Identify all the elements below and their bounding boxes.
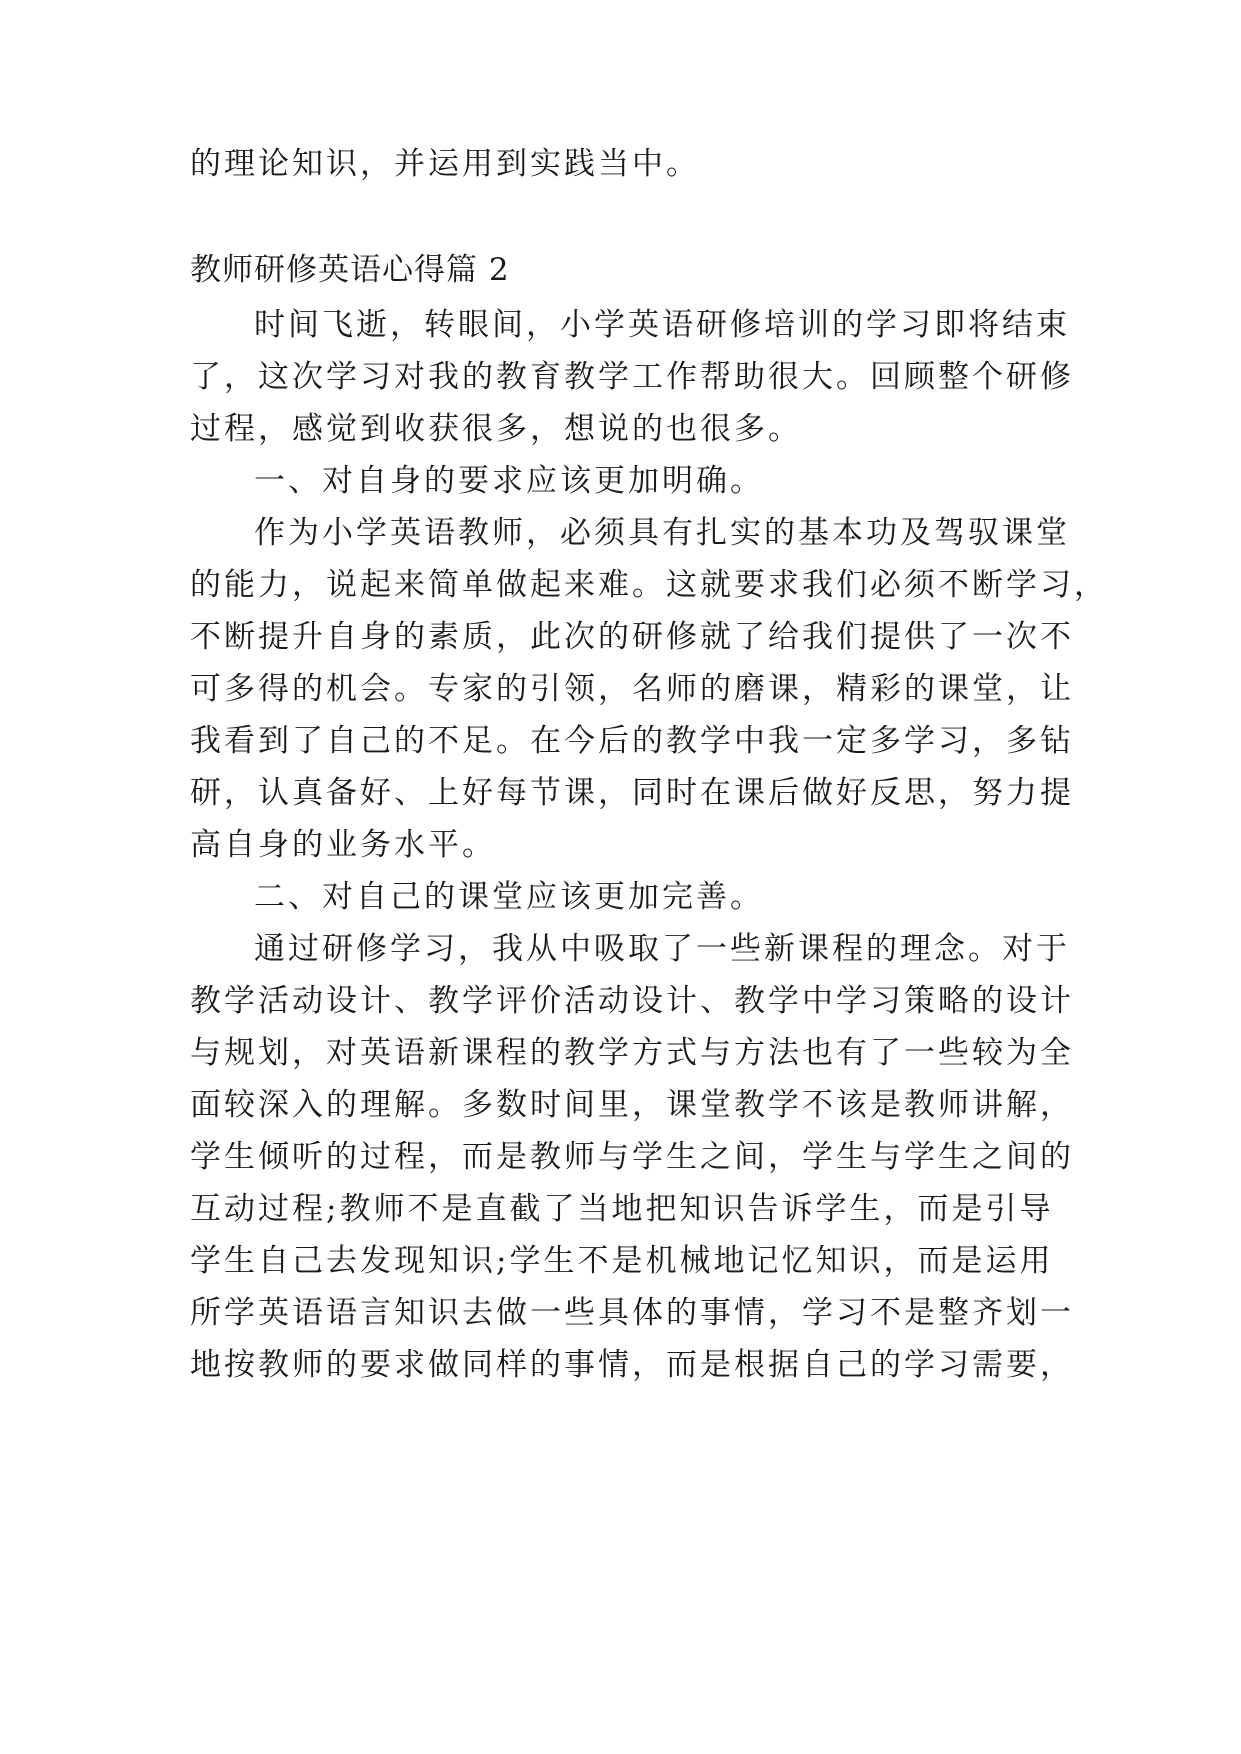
paragraph-line: 的能力，说起来简单做起来难。这就要求我们必须不断学习，	[190, 567, 1108, 603]
paragraph-line: 作为小学英语教师，必须具有扎实的基本功及驾驭课堂	[254, 515, 1070, 551]
paragraph-line: 通过研修学习，我从中吸取了一些新课程的理念。对于	[254, 931, 1070, 967]
paragraph-line: 的理论知识，并运用到实践当中。	[190, 146, 700, 182]
paragraph-line: 不断提升自身的素质，此次的研修就了给我们提供了一次不	[190, 619, 1074, 655]
subheading-line: 一、对自身的要求应该更加明确。	[254, 463, 764, 499]
paragraph-line: 研，认真备好、上好每节课，同时在课后做好反思，努力提	[190, 775, 1074, 811]
paragraph-line: 地按教师的要求做同样的事情，而是根据自己的学习需要，	[190, 1347, 1074, 1383]
paragraph-line: 过程，感觉到收获很多，想说的也很多。	[190, 411, 802, 447]
section-heading: 教师研修英语心得篇 2	[190, 252, 510, 288]
paragraph-line: 时间飞逝，转眼间，小学英语研修培训的学习即将结束	[254, 307, 1070, 343]
paragraph-line: 学生自己去发现知识;学生不是机械地记忆知识，而是运用	[190, 1243, 1054, 1279]
paragraph-line: 面较深入的理解。多数时间里，课堂教学不该是教师讲解，	[190, 1087, 1074, 1123]
paragraph-line: 与规划，对英语新课程的教学方式与方法也有了一些较为全	[190, 1035, 1074, 1071]
paragraph-line: 互动过程;教师不是直截了当地把知识告诉学生，而是引导	[190, 1191, 1054, 1227]
paragraph-line: 教学活动设计、教学评价活动设计、教学中学习策略的设计	[190, 983, 1074, 1019]
paragraph-line: 高自身的业务水平。	[190, 827, 496, 863]
paragraph-line: 学生倾听的过程，而是教师与学生之间，学生与学生之间的	[190, 1139, 1074, 1175]
paragraph-line: 了，这次学习对我的教育教学工作帮助很大。回顾整个研修	[190, 359, 1074, 395]
paragraph-line: 可多得的机会。专家的引领，名师的磨课，精彩的课堂，让	[190, 671, 1074, 707]
subheading-line: 二、对自己的课堂应该更加完善。	[254, 879, 764, 915]
paragraph-line: 所学英语语言知识去做一些具体的事情，学习不是整齐划一	[190, 1295, 1074, 1331]
paragraph-line: 我看到了自己的不足。在今后的教学中我一定多学习，多钻	[190, 723, 1074, 759]
document-page	[190, 0, 1108, 1754]
